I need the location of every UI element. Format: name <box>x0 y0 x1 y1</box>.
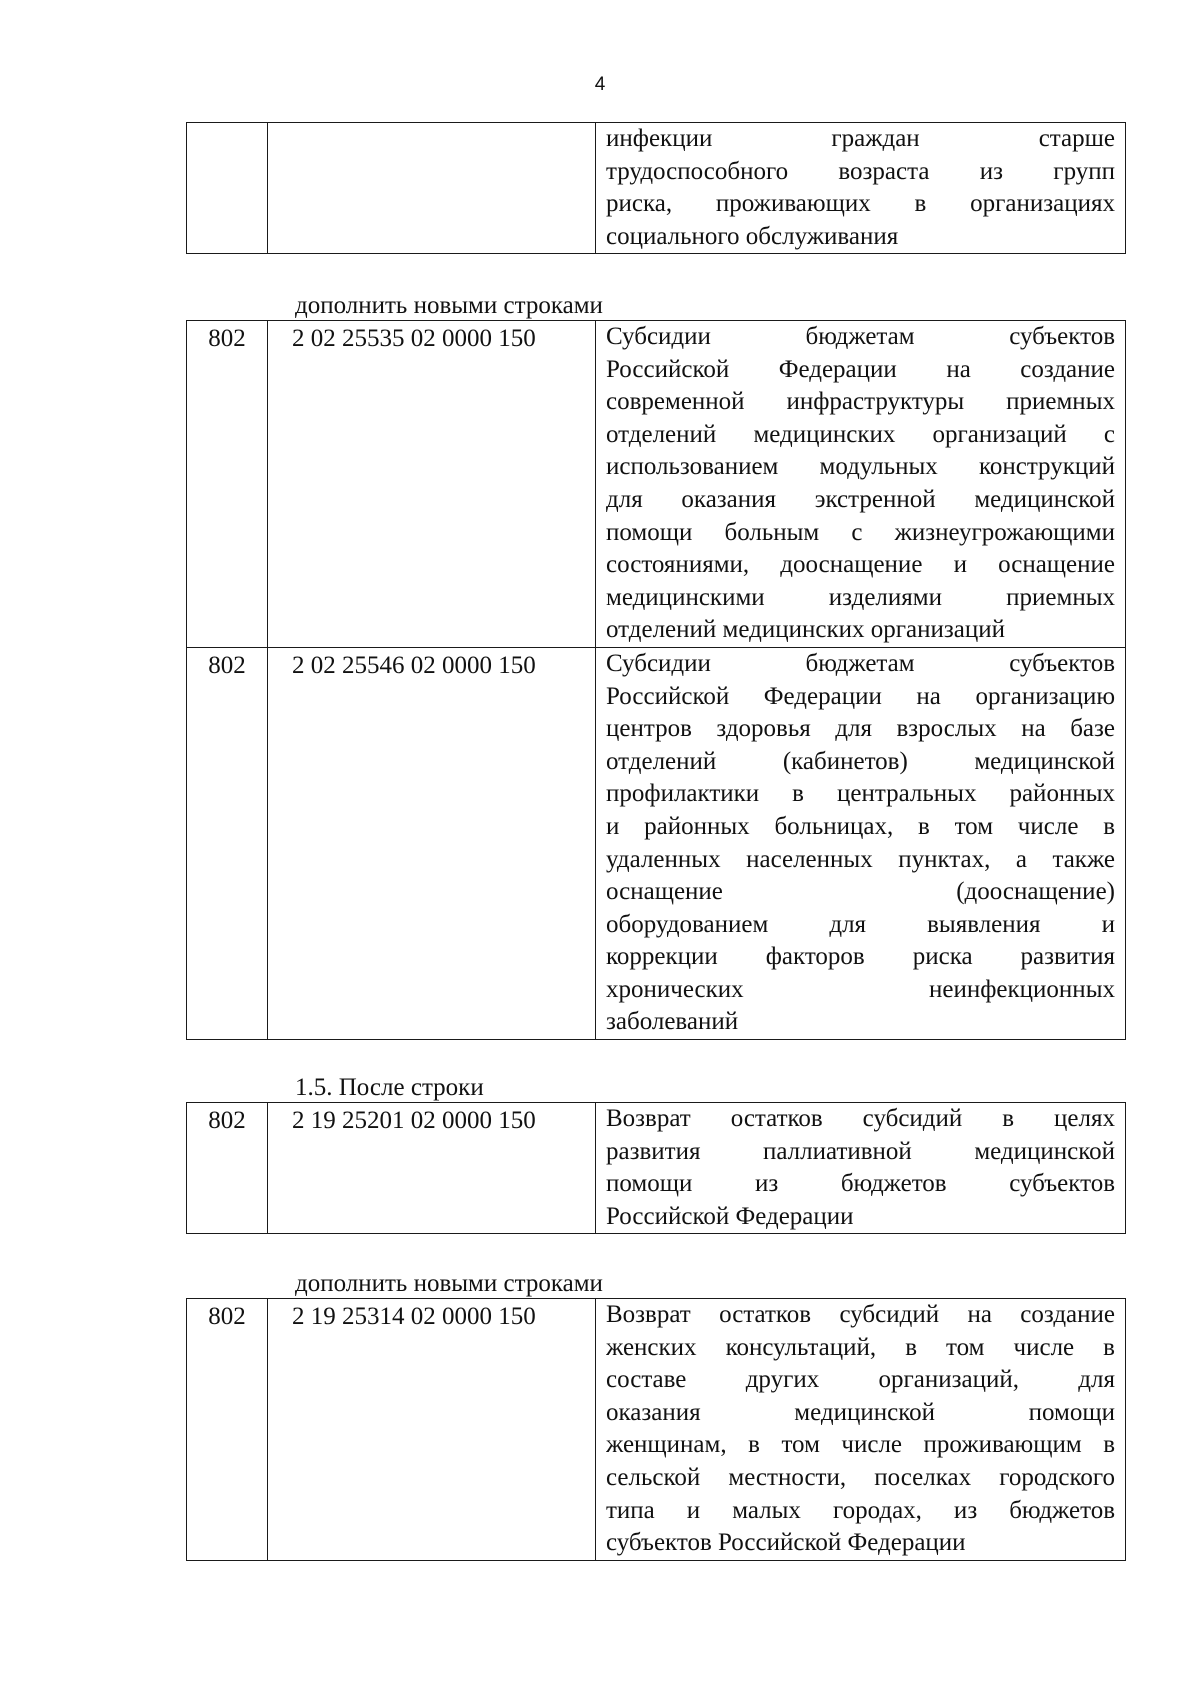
description-line: составе других организаций, для <box>606 1366 1115 1394</box>
description-line: помощи из бюджетов субъектов <box>606 1170 1115 1198</box>
budget-table-new-rows <box>186 320 1126 1040</box>
budget-code-cell: 2 02 25546 02 0000 150 <box>268 647 596 1039</box>
description-line: Российской Федерации на организацию <box>606 682 1115 710</box>
description-line: современной инфраструктуры приемных <box>606 388 1115 416</box>
description-line: социального обслуживания <box>606 222 899 250</box>
admin-code-cell: 802 <box>187 321 268 648</box>
description-line: заболеваний <box>606 1008 739 1036</box>
description-line: Российской Федерации <box>606 1202 854 1230</box>
description-line: медицинскими изделиями приемных <box>606 583 1115 611</box>
description-line: инфекции граждан старше <box>606 125 1115 152</box>
description-line: женских консультаций, в том числе в <box>606 1333 1115 1361</box>
description-line: удаленных населенных пунктах, а также <box>606 845 1115 873</box>
description-line: Возврат остатков субсидий на создание <box>606 1301 1115 1328</box>
budget-code-cell: 2 02 25535 02 0000 150 <box>268 321 596 648</box>
description-line: хронических неинфекционных <box>606 975 1115 1003</box>
description-line: женщинам, в том числе проживающим в <box>606 1431 1115 1459</box>
description-line: помощи больным с жизнеугрожающими <box>606 518 1115 546</box>
description-line: сельской местности, поселках городского <box>606 1463 1115 1491</box>
table-row <box>187 1103 1126 1234</box>
table-row <box>187 1299 1126 1561</box>
section-caption: дополнить новыми строками <box>295 1270 603 1297</box>
description-line: Субсидии бюджетам субъектов <box>606 649 1115 677</box>
description-line: Субсидии бюджетам субъектов <box>606 323 1115 350</box>
description-cell <box>596 1299 1126 1561</box>
description-line: использованием модульных конструкций <box>606 453 1115 481</box>
description-line: субъектов Российской Федерации <box>606 1529 966 1557</box>
description-cell <box>596 647 1126 1039</box>
description-line: развития паллиативной медицинской <box>606 1137 1115 1165</box>
description-cell <box>596 123 1126 254</box>
description-line: отделений медицинских организаций <box>606 616 1005 644</box>
budget-code-cell <box>268 123 596 254</box>
table-row <box>187 321 1126 648</box>
description-line: типа и малых городах, из бюджетов <box>606 1496 1115 1524</box>
budget-table-reference-row <box>186 1102 1126 1234</box>
description-line: состояниями, дооснащение и оснащение <box>606 551 1115 579</box>
description-line: оказания медицинской помощи <box>606 1398 1115 1426</box>
description-line: отделений медицинских организаций с <box>606 420 1115 448</box>
page-number: 4 <box>594 74 606 95</box>
budget-table-continuation <box>186 122 1126 254</box>
section-caption: дополнить новыми строками <box>295 292 603 319</box>
table-row <box>187 647 1126 1039</box>
description-line: для оказания экстренной медицинской <box>606 485 1115 513</box>
description-cell <box>596 1103 1126 1234</box>
section-caption: 1.5. После строки <box>295 1074 484 1101</box>
budget-table-new-rows-2 <box>186 1298 1126 1561</box>
budget-code-cell: 2 19 25314 02 0000 150 <box>268 1299 596 1561</box>
description-line: Возврат остатков субсидий в целях <box>606 1105 1115 1132</box>
description-line: центров здоровья для взрослых на базе <box>606 715 1115 743</box>
description-line: коррекции факторов риска развития <box>606 943 1115 971</box>
admin-code-cell: 802 <box>187 1103 268 1234</box>
admin-code-cell <box>187 123 268 254</box>
admin-code-cell: 802 <box>187 647 268 1039</box>
description-line: и районных больницах, в том числе в <box>606 812 1115 840</box>
description-line: трудоспособного возраста из групп <box>606 157 1115 185</box>
description-cell <box>596 321 1126 648</box>
admin-code-cell: 802 <box>187 1299 268 1561</box>
description-line: оснащение (дооснащение) <box>606 878 1115 906</box>
description-line: оборудованием для выявления и <box>606 910 1115 938</box>
table-row <box>187 123 1126 254</box>
description-line: риска, проживающих в организациях <box>606 190 1115 218</box>
description-line: профилактики в центральных районных <box>606 780 1115 808</box>
description-line: отделений (кабинетов) медицинской <box>606 747 1115 775</box>
budget-code-cell: 2 19 25201 02 0000 150 <box>268 1103 596 1234</box>
description-line: Российской Федерации на создание <box>606 355 1115 383</box>
